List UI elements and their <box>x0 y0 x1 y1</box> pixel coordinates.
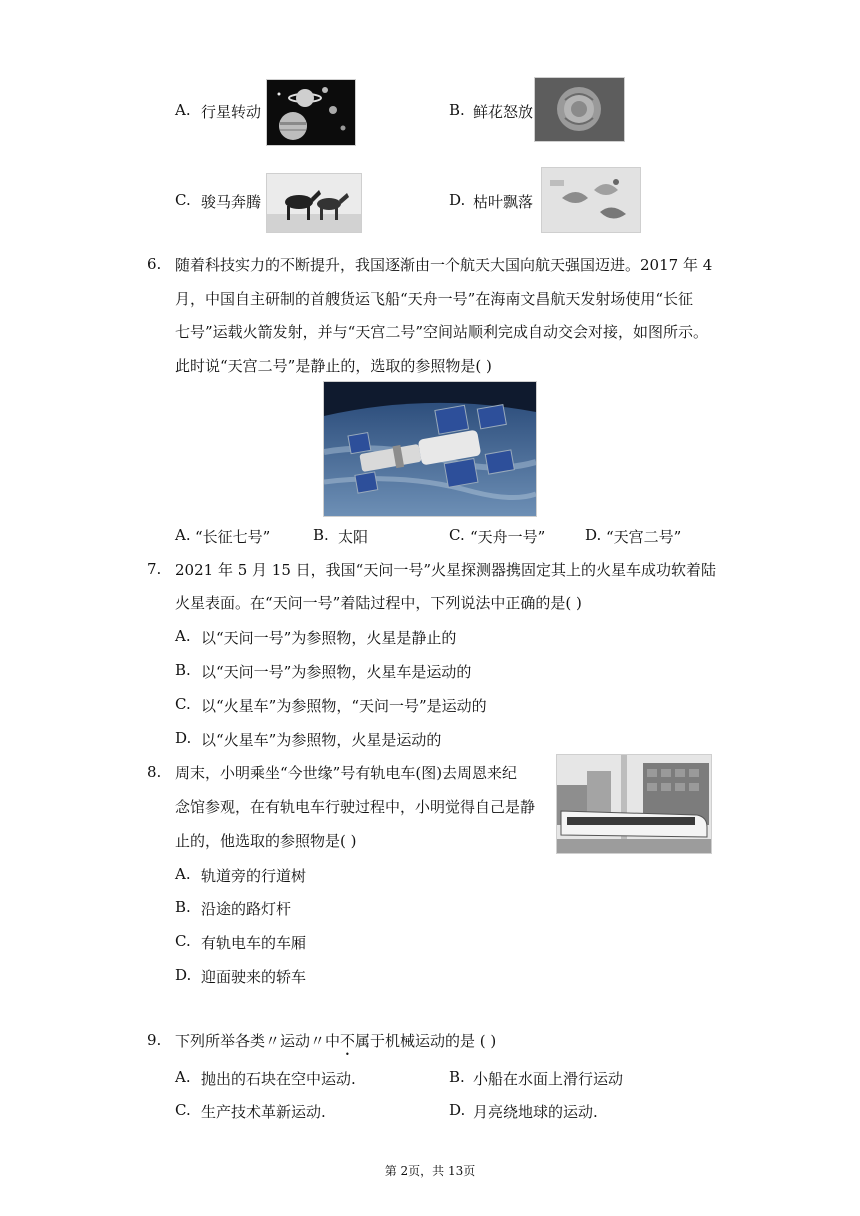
option-text: 以“天问一号”为参照物，火星车是运动的 <box>201 663 472 681</box>
option-text: 以“天问一号”为参照物，火星是静止的 <box>201 629 457 647</box>
option-text: “天舟一号” <box>470 528 546 546</box>
option-letter: D. <box>449 1101 466 1119</box>
stem-part: 属于机械运动的是 ( ) <box>355 1032 497 1050</box>
question-stem-line: 周末，小明乘坐“今世缘”号有轨电车(图)去周恩来纪 <box>175 764 518 782</box>
option-letter: D. <box>175 966 192 984</box>
option-letter: A. <box>175 865 191 883</box>
option-text: 行星转动 <box>201 103 262 121</box>
option-text: 沿途的路灯杆 <box>201 900 292 918</box>
option-text: 枯叶飘落 <box>473 193 534 211</box>
question-stem-line: 此时说“天宫二号”是静止的，选取的参照物是( ) <box>175 357 492 375</box>
option-text: 以“火星车”为参照物，“天问一号”是运动的 <box>201 697 487 715</box>
question-number: 7. <box>147 560 162 578</box>
option-letter: A. <box>175 526 191 544</box>
question-stem-line: 七号”运载火箭发射，并与“天宫二号”空间站顺利完成自动交会对接，如图所示。 <box>175 323 709 341</box>
option-text: “天宫二号” <box>606 528 682 546</box>
option-letter: C. <box>175 191 191 209</box>
page-footer: 第 2页，共 13页 <box>384 1164 476 1178</box>
option-text: 骏马奔腾 <box>201 193 262 211</box>
emphasized-word: 不 <box>340 1032 356 1050</box>
option-text: 以“火星车”为参照物，火星是运动的 <box>201 731 442 749</box>
option-letter: B. <box>175 661 191 679</box>
option-text: 太阳 <box>338 528 369 546</box>
option-letter: C. <box>449 526 465 544</box>
option-text: “长征七号” <box>195 528 271 546</box>
option-letter: B. <box>449 101 465 119</box>
option-letter: A. <box>175 627 191 645</box>
option-letter: C. <box>175 932 191 950</box>
option-text: 有轨电车的车厢 <box>201 934 307 952</box>
stem-part: 下列所举各类〃运动〃中 <box>175 1032 341 1050</box>
leaves-image <box>541 167 641 233</box>
option-letter: A. <box>175 101 191 119</box>
question-stem-line: 念馆参观，在有轨电车行驶过程中，小明觉得自己是静 <box>175 798 536 816</box>
option-letter: C. <box>175 695 191 713</box>
flower-image <box>534 77 625 142</box>
planets-image <box>266 79 356 146</box>
option-text: 抛出的石块在空中运动. <box>201 1070 356 1088</box>
option-letter: C. <box>175 1101 191 1119</box>
question-stem-line: 随着科技实力的不断提升，我国逐渐由一个航天大国向航天强国迈进。2017 年 4 <box>175 256 713 274</box>
question-stem <box>175 1031 496 1059</box>
option-text: 迎面驶来的轿车 <box>201 968 307 986</box>
question-stem-line: 2021 年 5 月 15 日，我国“天问一号”火星探测器携固定其上的火星车成功软着陆 <box>175 561 716 579</box>
option-letter: D. <box>449 191 466 209</box>
option-text: 轨道旁的行道树 <box>201 867 307 885</box>
option-letter: D. <box>585 526 602 544</box>
question-number: 9. <box>147 1031 162 1049</box>
option-text: 小船在水面上滑行运动 <box>473 1070 624 1088</box>
option-text: 月亮绕地球的运动. <box>473 1103 598 1121</box>
question-stem-line: 火星表面。在“天问一号”着陆过程中，下列说法中正确的是( ) <box>175 594 582 612</box>
option-letter: B. <box>313 526 329 544</box>
tram-image <box>556 754 712 854</box>
option-letter: A. <box>175 1068 191 1086</box>
horses-image <box>266 173 362 233</box>
option-text: 生产技术革新运动. <box>201 1103 326 1121</box>
option-letter: B. <box>175 898 191 916</box>
option-text: 鲜花怒放 <box>473 103 534 121</box>
option-letter: B. <box>449 1068 465 1086</box>
option-letter: D. <box>175 729 192 747</box>
space-station-image <box>323 381 537 517</box>
question-stem-line: 止的，他选取的参照物是( ) <box>175 832 357 850</box>
question-number: 8. <box>147 763 162 781</box>
question-stem-line: 月，中国自主研制的首艘货运飞船“天舟一号”在海南文昌航天发射场使用“长征 <box>175 290 694 308</box>
question-number: 6. <box>147 255 162 273</box>
